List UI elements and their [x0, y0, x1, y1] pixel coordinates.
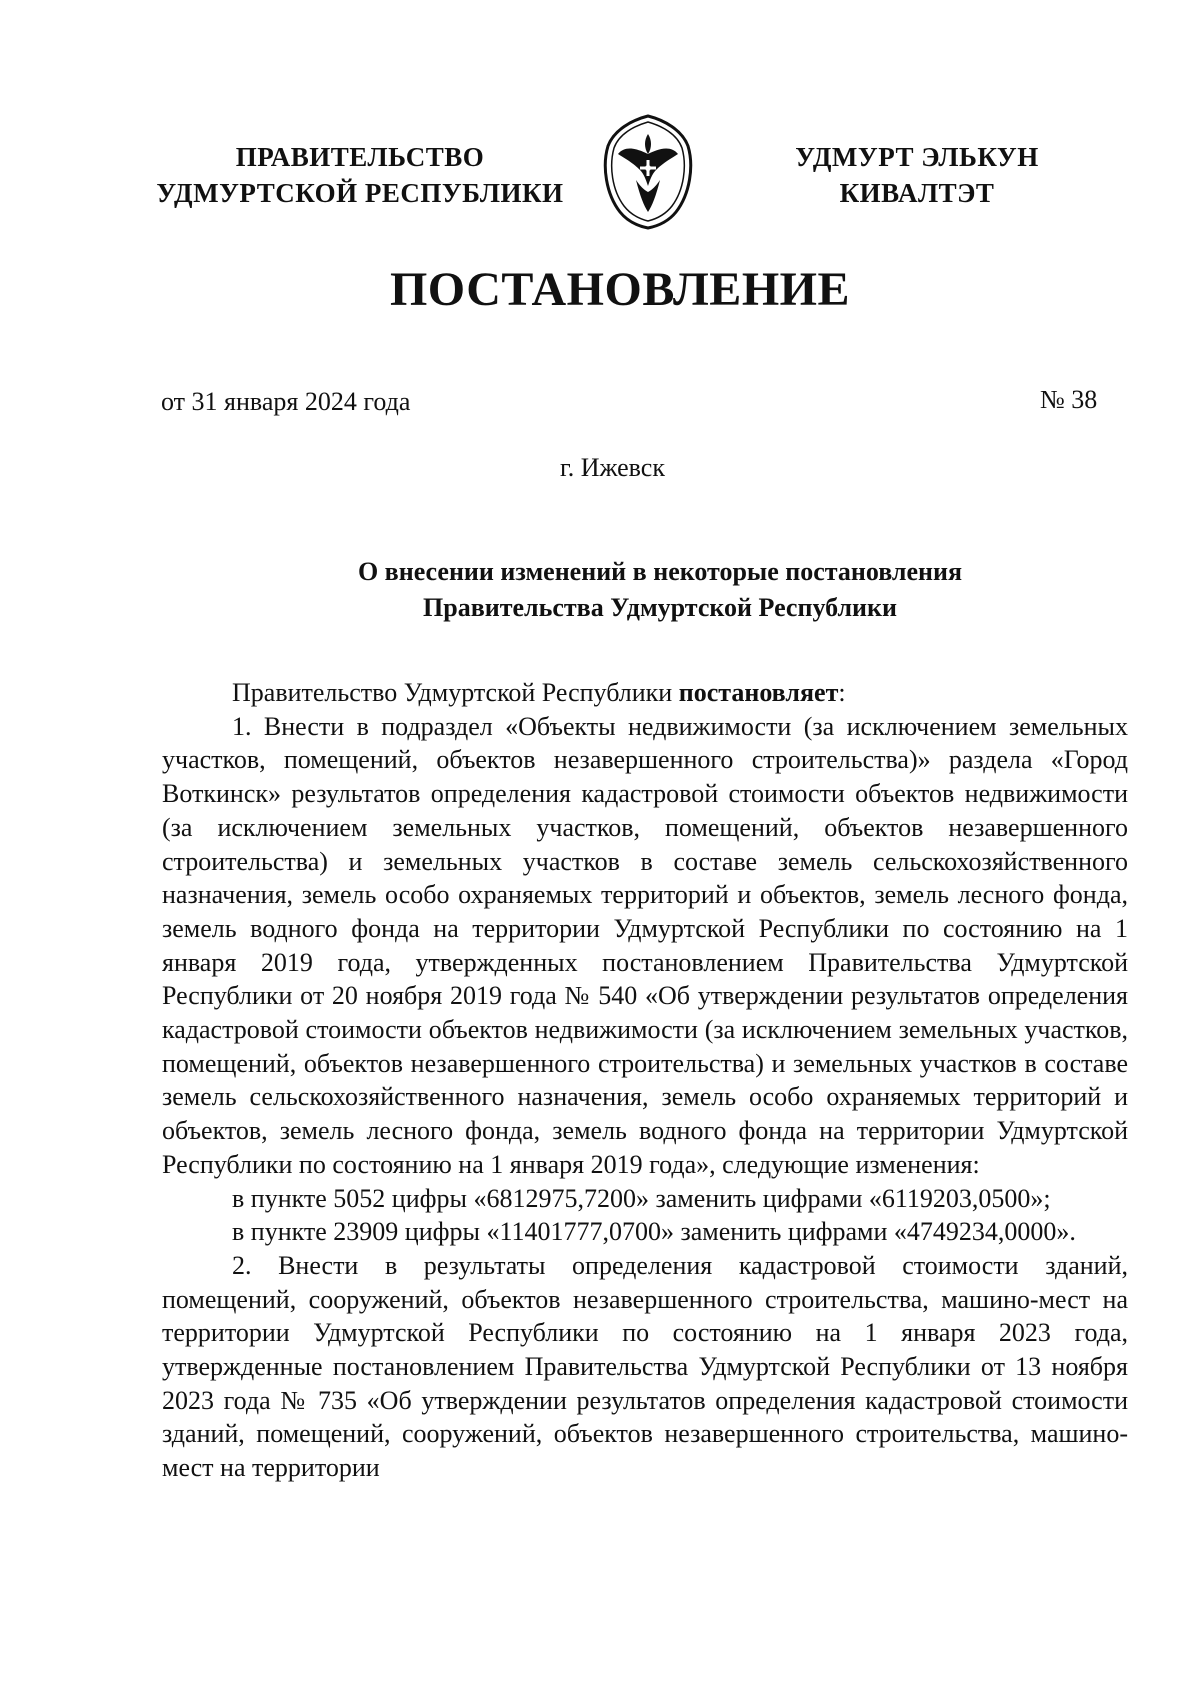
body-paragraph-1: 1. Внести в подраздел «Объекты недвижимости (за исключением земельных участков, помещений, объектов незавершенного строительства)» раздела «Город Воткинск» результатов определения кадастровой стоимости объектов недвижимости (за исключением земельных участков, помещений, объектов незавершенного строительства) и земельных участков в составе земель сельскохозяйственного назначения, земель особо охраняемых территорий и объектов, земель лесного фонда, земель водного фонда на территории Удмуртской Республики по состоянию на 1 января 2019 года, утвержденных постановлением Правительства Удмуртской Республики от 20 ноября 2019 года № 540 «Об утверждении результатов определения кадастровой стоимости объектов недвижимости (за исключением земельных участков, помещений, объектов незавершенного строительства) и земельных участков в составе земель сельскохозяйственного назначения, земель особо охраняемых территорий и объектов, земель лесного фонда, земель водного фонда на территории Удмуртской Республики по состоянию на 1 января 2019 года», следующие изменения: — [162, 711, 1128, 1179]
header-left-line1: ПРАВИТЕЛЬСТВО — [235, 142, 485, 172]
body-intro-bold: постановляет — [678, 678, 839, 707]
body-intro-text: Правительство Удмуртской Республики — [232, 678, 679, 707]
document-type-heading: ПОСТАНОВЛЕНИЕ — [389, 263, 851, 316]
document-title-line2: Правительства Удмуртской Республики — [423, 593, 897, 622]
body-intro-colon: : — [838, 678, 846, 707]
document-body — [162, 676, 1128, 1485]
document-city: г. Ижевск — [560, 453, 665, 482]
document-title-line1: О внесении изменений в некоторые постановления — [357, 557, 963, 586]
header-left-org — [130, 139, 590, 211]
header-left-line2: УДМУРТСКОЙ РЕСПУБЛИКИ — [156, 178, 564, 208]
header-right-line2: КИВАЛТЭТ — [839, 178, 995, 208]
document-number: № 38 — [1040, 385, 1098, 414]
document-title — [0, 554, 1200, 626]
body-intro — [162, 676, 1128, 710]
header-right-line1: УДМУРТ ЭЛЬКУН — [795, 142, 1039, 172]
header-right-org — [752, 139, 1082, 211]
document-date: от 31 января 2024 года — [161, 387, 411, 416]
body-paragraph-1-item-1: в пункте 5052 цифры «6812975,7200» заменить цифрами «6119203,0500»; — [232, 1183, 1051, 1213]
body-paragraph-1-item-2: в пункте 23909 цифры «11401777,0700» заменить цифрами «4749234,0000». — [232, 1217, 1076, 1247]
coat-of-arms-swan-icon — [600, 110, 696, 230]
body-paragraph-2: 2. Внести в результаты определения кадастровой стоимости зданий, помещений, сооружений, объектов незавершенного строительства, машино-мест на территории Удмуртской Республики по состоянию на 1 января 2023 года, утвержденные постановлением Правительства Удмуртской Республики от 13 ноября 2023 года № 735 «Об утверждении результатов определения кадастровой стоимости зданий, помещений, сооружений, объектов незавершенного строительства, машино-мест на территории — [162, 1250, 1128, 1483]
